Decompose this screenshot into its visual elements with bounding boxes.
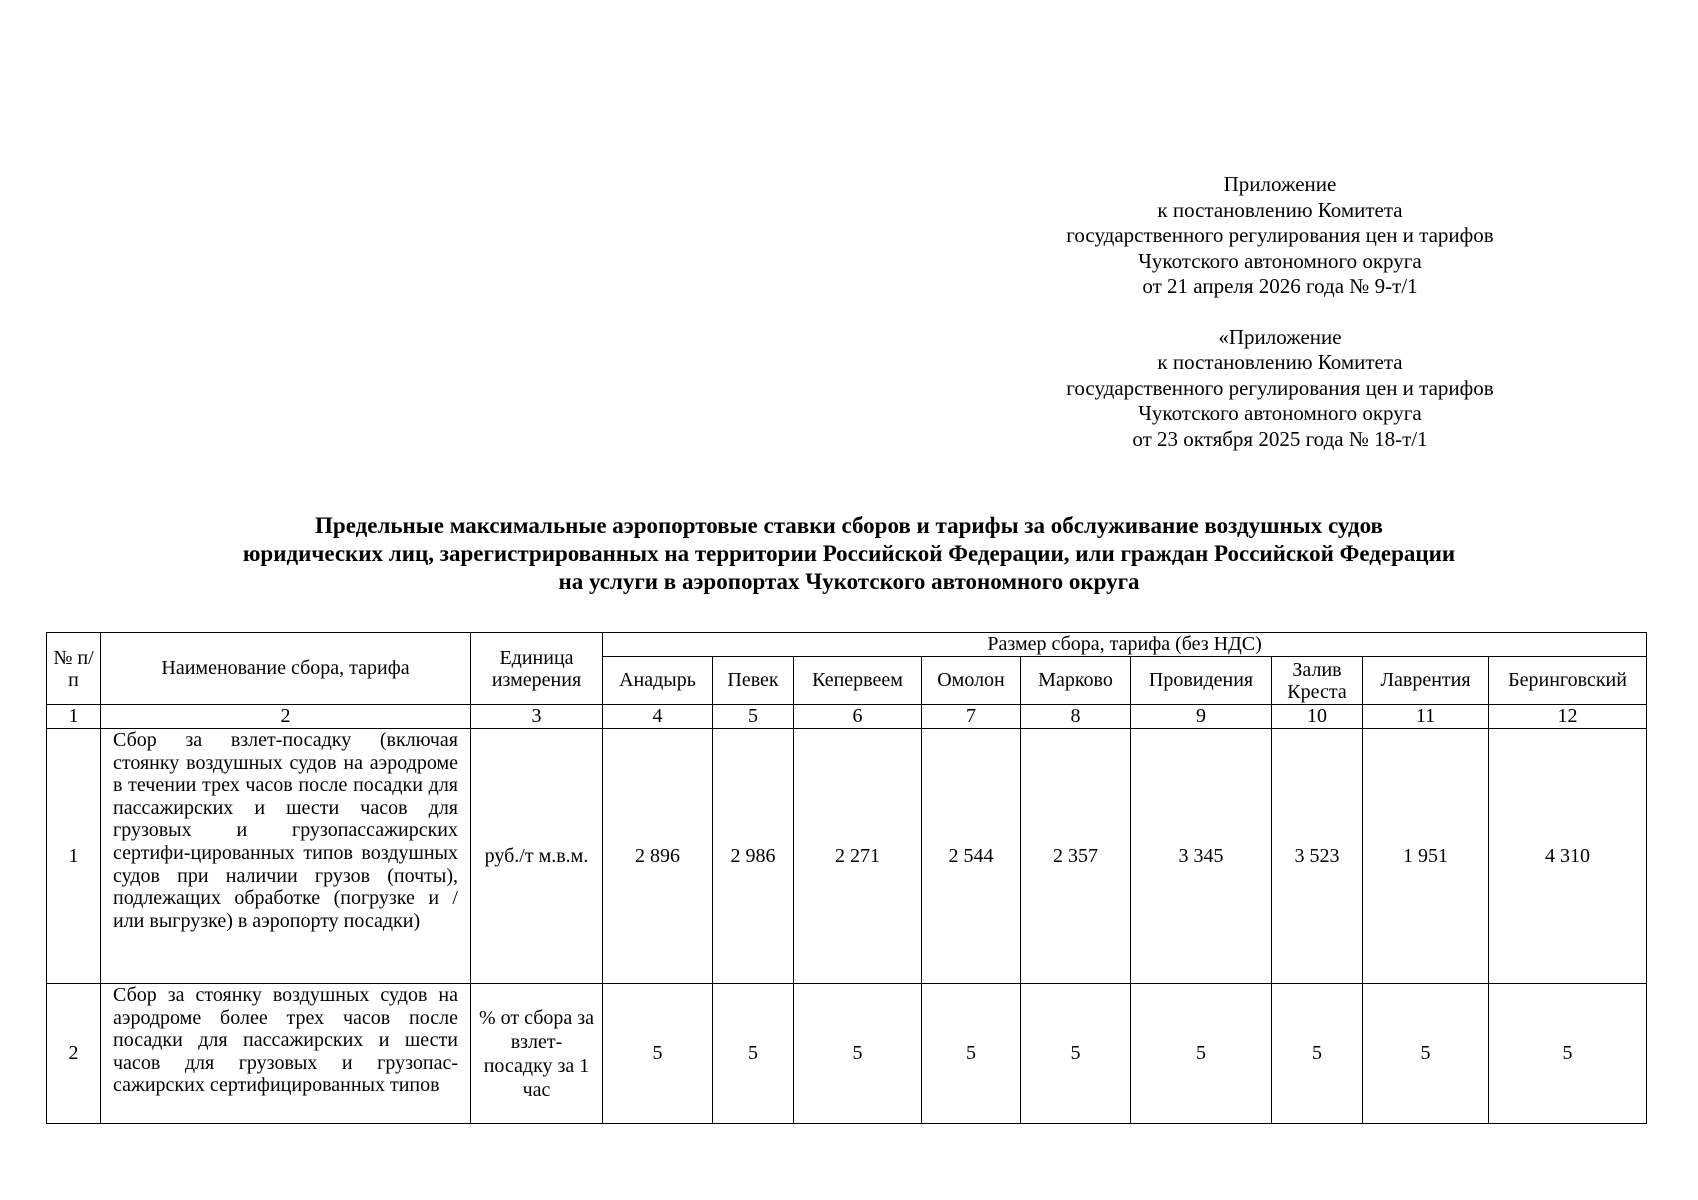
column-number: 12	[1489, 705, 1647, 729]
header-airport-zaliv-kresta: Залив Креста	[1272, 657, 1363, 705]
header-airport-markovo: Марково	[1021, 657, 1131, 705]
row-value-beringovsky: 5	[1489, 984, 1647, 1124]
column-number: 1	[47, 705, 101, 729]
header-row-group	[47, 633, 1647, 657]
row-num: 2	[47, 984, 101, 1124]
appendix-header	[1040, 172, 1520, 452]
row-value-provideniya: 5	[1131, 984, 1272, 1124]
row-value-provideniya: 3 345	[1131, 729, 1272, 984]
title-line: на услуги в аэропортах Чукотского автономного округа	[558, 569, 1140, 594]
row-value-pevek: 5	[713, 984, 794, 1124]
tariff-table	[46, 632, 1647, 1124]
row-name: Сбор за взлет-посадку (включая стоянку воздушных судов на аэродроме в течении трех часов после посадки для пассажирских и шести часов для грузовых и грузопассажирских сертифи-цированных типов воздушных судов при наличии грузов (почты), подлежащих обработке (погрузке и / или выгрузке) в аэропорту посадки)	[101, 729, 471, 984]
table-row	[47, 729, 1647, 984]
row-value-anadyr: 5	[603, 984, 713, 1124]
appendix-line: от 23 октября 2025 года № 18-т/1	[1132, 426, 1428, 451]
row-unit: руб./т м.в.м.	[471, 729, 603, 984]
row-value-lavrentiya: 1 951	[1363, 729, 1489, 984]
row-num: 1	[47, 729, 101, 984]
row-value-beringovsky: 4 310	[1489, 729, 1647, 984]
row-value-lavrentiya: 5	[1363, 984, 1489, 1124]
column-number: 3	[471, 705, 603, 729]
column-number: 2	[101, 705, 471, 729]
column-number: 7	[922, 705, 1021, 729]
column-number: 6	[794, 705, 922, 729]
row-value-zaliv-kresta: 3 523	[1272, 729, 1363, 984]
appendix-line: Чукотского автономного округа	[1138, 401, 1422, 425]
appendix-current	[1040, 172, 1520, 300]
row-value-zaliv-kresta: 5	[1272, 984, 1363, 1124]
appendix-line: государственного регулирования цен и тарифов	[1066, 223, 1494, 247]
column-numbers-row	[47, 705, 1647, 729]
row-value-pevek: 2 986	[713, 729, 794, 984]
row-value-omolon: 5	[922, 984, 1021, 1124]
appendix-line: Приложение	[1223, 172, 1337, 196]
header-num: № п/п	[47, 633, 101, 705]
title-line: Предельные максимальные аэропортовые ставки сборов и тарифы за обслуживание воздушных судов	[315, 513, 1383, 538]
header-size-group: Размер сбора, тарифа (без НДС)	[603, 633, 1647, 657]
column-number: 9	[1131, 705, 1272, 729]
row-unit: % от сбора за взлет-посадку за 1 час	[471, 984, 603, 1124]
column-number: 10	[1272, 705, 1363, 729]
header-airport-pevek: Певек	[713, 657, 794, 705]
row-value-keperveem: 5	[794, 984, 922, 1124]
row-value-markovo: 2 357	[1021, 729, 1131, 984]
column-number: 5	[713, 705, 794, 729]
appendix-previous	[1040, 325, 1520, 453]
table-row	[47, 984, 1647, 1124]
appendix-line: Чукотского автономного округа	[1138, 248, 1422, 273]
header-airport-beringovsky: Беринговский	[1489, 657, 1647, 705]
row-value-markovo: 5	[1021, 984, 1131, 1124]
row-value-anadyr: 2 896	[603, 729, 713, 984]
header-name: Наименование сбора, тарифа	[101, 633, 471, 705]
document-title	[40, 512, 1658, 596]
title-line: юридических лиц, зарегистрированных на территории Российской Федерации, или граждан Российской Федерации	[242, 541, 1456, 566]
appendix-line: государственного регулирования цен и тарифов	[1066, 375, 1494, 400]
header-unit: Единица измерения	[471, 633, 603, 705]
appendix-line: «Приложение	[1218, 324, 1342, 349]
header-airport-keperveem: Кепервеем	[794, 657, 922, 705]
row-value-keperveem: 2 271	[794, 729, 922, 984]
header-airport-lavrentiya: Лаврентия	[1363, 657, 1489, 705]
header-airport-provideniya: Провидения	[1131, 657, 1272, 705]
row-value-omolon: 2 544	[922, 729, 1021, 984]
header-airport-anadyr: Анадырь	[603, 657, 713, 705]
column-number: 4	[603, 705, 713, 729]
row-name: Сбор за стоянку воздушных судов на аэродроме более трех часов после посадки для пассажирских и шести часов для грузовых и грузопас-сажирских сертифицированных типов	[101, 984, 471, 1124]
appendix-line: от 21 апреля 2026 года № 9-т/1	[1142, 274, 1418, 298]
appendix-line: к постановлению Комитета	[1157, 197, 1403, 222]
column-number: 11	[1363, 705, 1489, 729]
header-airport-omolon: Омолон	[922, 657, 1021, 705]
column-number: 8	[1021, 705, 1131, 729]
appendix-line: к постановлению Комитета	[1157, 350, 1403, 374]
